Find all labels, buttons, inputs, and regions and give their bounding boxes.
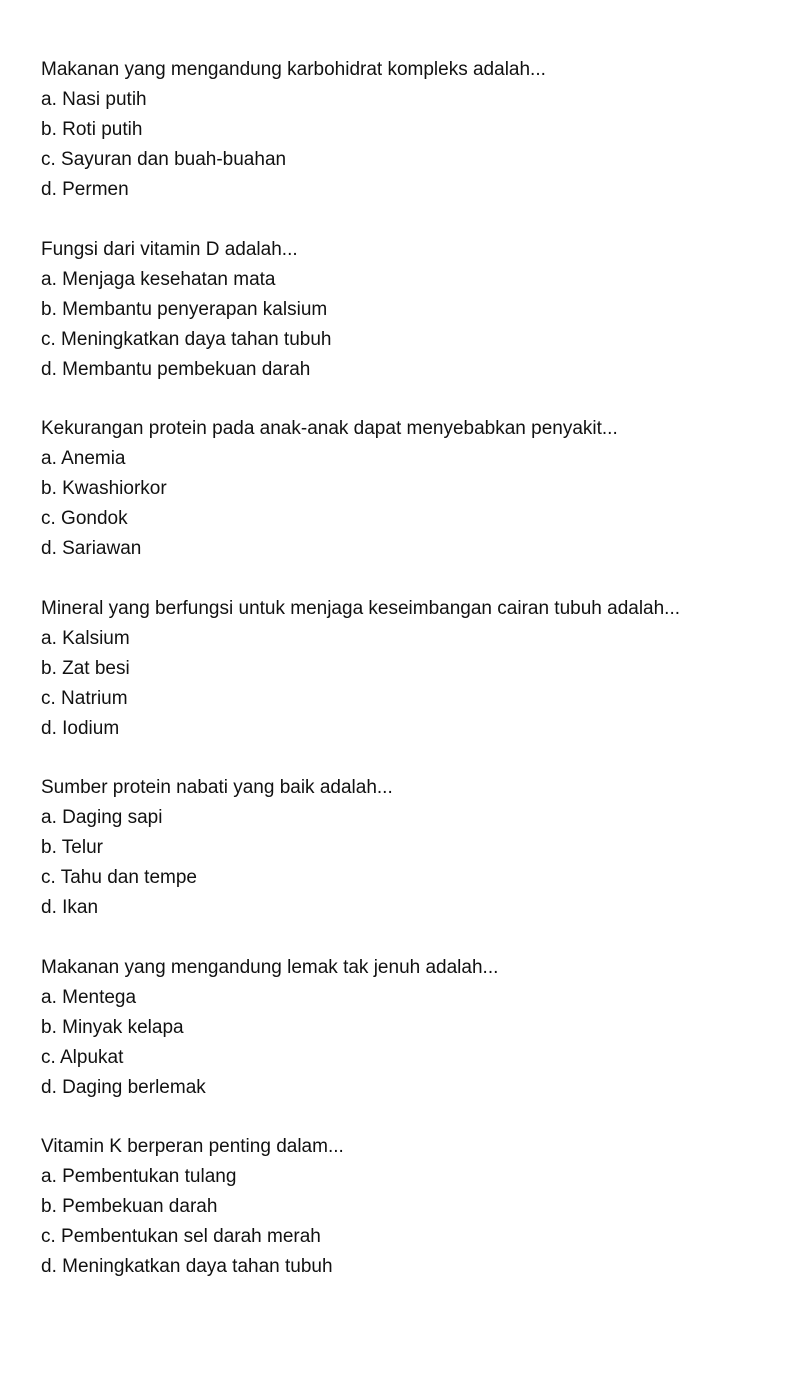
option-d: d. Meningkatkan daya tahan tubuh [41, 1256, 333, 1277]
option-a: a. Anemia [41, 448, 126, 469]
option-d: d. Permen [41, 179, 129, 200]
question-text: Kekurangan protein pada anak-anak dapat menyebabkan penyakit... [41, 418, 618, 439]
question-text: Makanan yang mengandung karbohidrat kompleks adalah... [41, 59, 546, 80]
option-b: b. Roti putih [41, 119, 143, 140]
option-c: c. Gondok [41, 508, 128, 529]
question-text: Fungsi dari vitamin D adalah... [41, 238, 298, 260]
option-c: c. Tahu dan tempe [41, 867, 197, 888]
option-d: d. Iodium [41, 717, 120, 739]
option-a: a. Daging sapi [41, 807, 163, 828]
question-text: Sumber protein nabati yang baik adalah... [41, 777, 393, 798]
option-b: b. Membantu penyerapan kalsium [41, 298, 328, 320]
option-a: a. Pembentukan tulang [41, 1166, 237, 1187]
question-document [41, 55, 771, 1312]
option-b: b. Zat besi [41, 657, 130, 679]
question-6 [41, 953, 771, 1103]
question-5 [41, 773, 771, 923]
question-4 [41, 594, 771, 744]
option-c: c. Pembentukan sel darah merah [41, 1226, 321, 1247]
question-text: Makanan yang mengandung lemak tak jenuh adalah... [41, 956, 499, 978]
option-d: d. Ikan [41, 897, 99, 918]
option-d: d. Daging berlemak [41, 1076, 206, 1098]
question-text: Mineral yang berfungsi untuk menjaga keseimbangan cairan tubuh adalah... [41, 597, 681, 619]
option-a: a. Menjaga kesehatan mata [41, 268, 276, 290]
option-d: d. Sariawan [41, 538, 142, 559]
option-a: a. Mentega [41, 986, 137, 1008]
option-b: b. Pembekuan darah [41, 1196, 218, 1217]
option-c: c. Meningkatkan daya tahan tubuh [41, 328, 332, 350]
option-d: d. Membantu pembekuan darah [41, 358, 311, 380]
question-1 [41, 55, 771, 205]
option-c: c. Alpukat [41, 1046, 124, 1068]
option-b: b. Telur [41, 837, 103, 858]
option-a: a. Nasi putih [41, 89, 147, 110]
question-3 [41, 414, 771, 564]
option-b: b. Kwashiorkor [41, 478, 167, 499]
question-2 [41, 235, 771, 385]
option-a: a. Kalsium [41, 627, 130, 649]
question-7 [41, 1132, 771, 1282]
option-b: b. Minyak kelapa [41, 1016, 184, 1038]
question-text: Vitamin K berperan penting dalam... [41, 1136, 344, 1157]
option-c: c. Natrium [41, 687, 128, 709]
option-c: c. Sayuran dan buah-buahan [41, 149, 287, 170]
